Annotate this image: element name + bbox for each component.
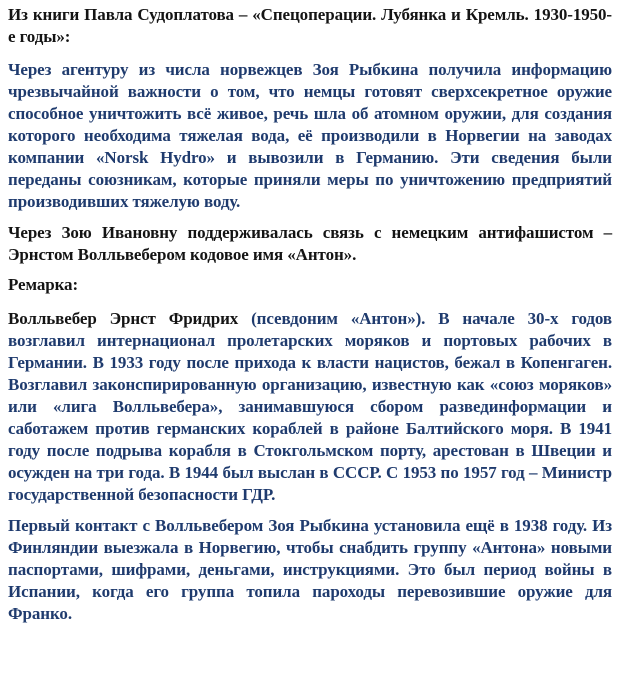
wollweber-name: Волльвебер Эрнст Фридрих <box>8 309 239 328</box>
wollweber-bio-text: (псевдоним «Антон»). В начале 30-х годов возглавил интернационал пролетарских моряков и портовых рабочих в Германии. В 1933 году после прихода к власти нацистов, бежал в Копенгаген. Возглавил законспирированную организацию, известную как «союз моряков» или «лига Волльвебера», занимавшуюся сбором развединформации и саботажем против германских кораблей в районе Балтийского моря. В 1941 году после подрыва корабля в Стокгольмском порту, арестован в Швеции и осужден на три года. В 1944 был выслан в СССР. С 1953 по 1957 год – Министр государственной безопасности ГДР. <box>8 309 612 504</box>
paragraph-contact-anton: Через Зою Ивановну поддерживалась связь с немецким антифашистом – Эрнстом Волльвебером кодовое имя «Антон». <box>8 223 612 264</box>
document-page <box>8 4 612 625</box>
paragraph-agent-network: Через агентуру из числа норвежцев Зоя Рыбкина получила информацию чрезвычайной важности о том, что немцы готовят сверхсекретное оружие способное уничтожить всё живое, речь шла об атомном оружии, для создания которого необходима тяжелая вода, её производили в Норвегии на заводах компании «Norsk Hydro» и вывозили в Германию. Эти сведения были переданы союзникам, которые приняли меры по уничтожению предприятий производивших тяжелую воду. <box>8 60 612 211</box>
paragraph-first-contact: Первый контакт с Волльвебером Зоя Рыбкина установила ещё в 1938 году. Из Финляндии выезжала в Норвегию, чтобы снабдить группу «Антона» новыми паспортами, шифрами, деньгами, инструкциями. Это был период войны в Испании, когда его группа топила пароходы перевозившие оружие для Франко. <box>8 516 612 623</box>
paragraph-wollweber-bio <box>8 308 612 506</box>
document-heading: Из книги Павла Судоплатова – «Спецоперации. Лубянка и Кремль. 1930-1950-е годы»: <box>8 5 612 46</box>
remark-label: Ремарка: <box>8 275 79 294</box>
